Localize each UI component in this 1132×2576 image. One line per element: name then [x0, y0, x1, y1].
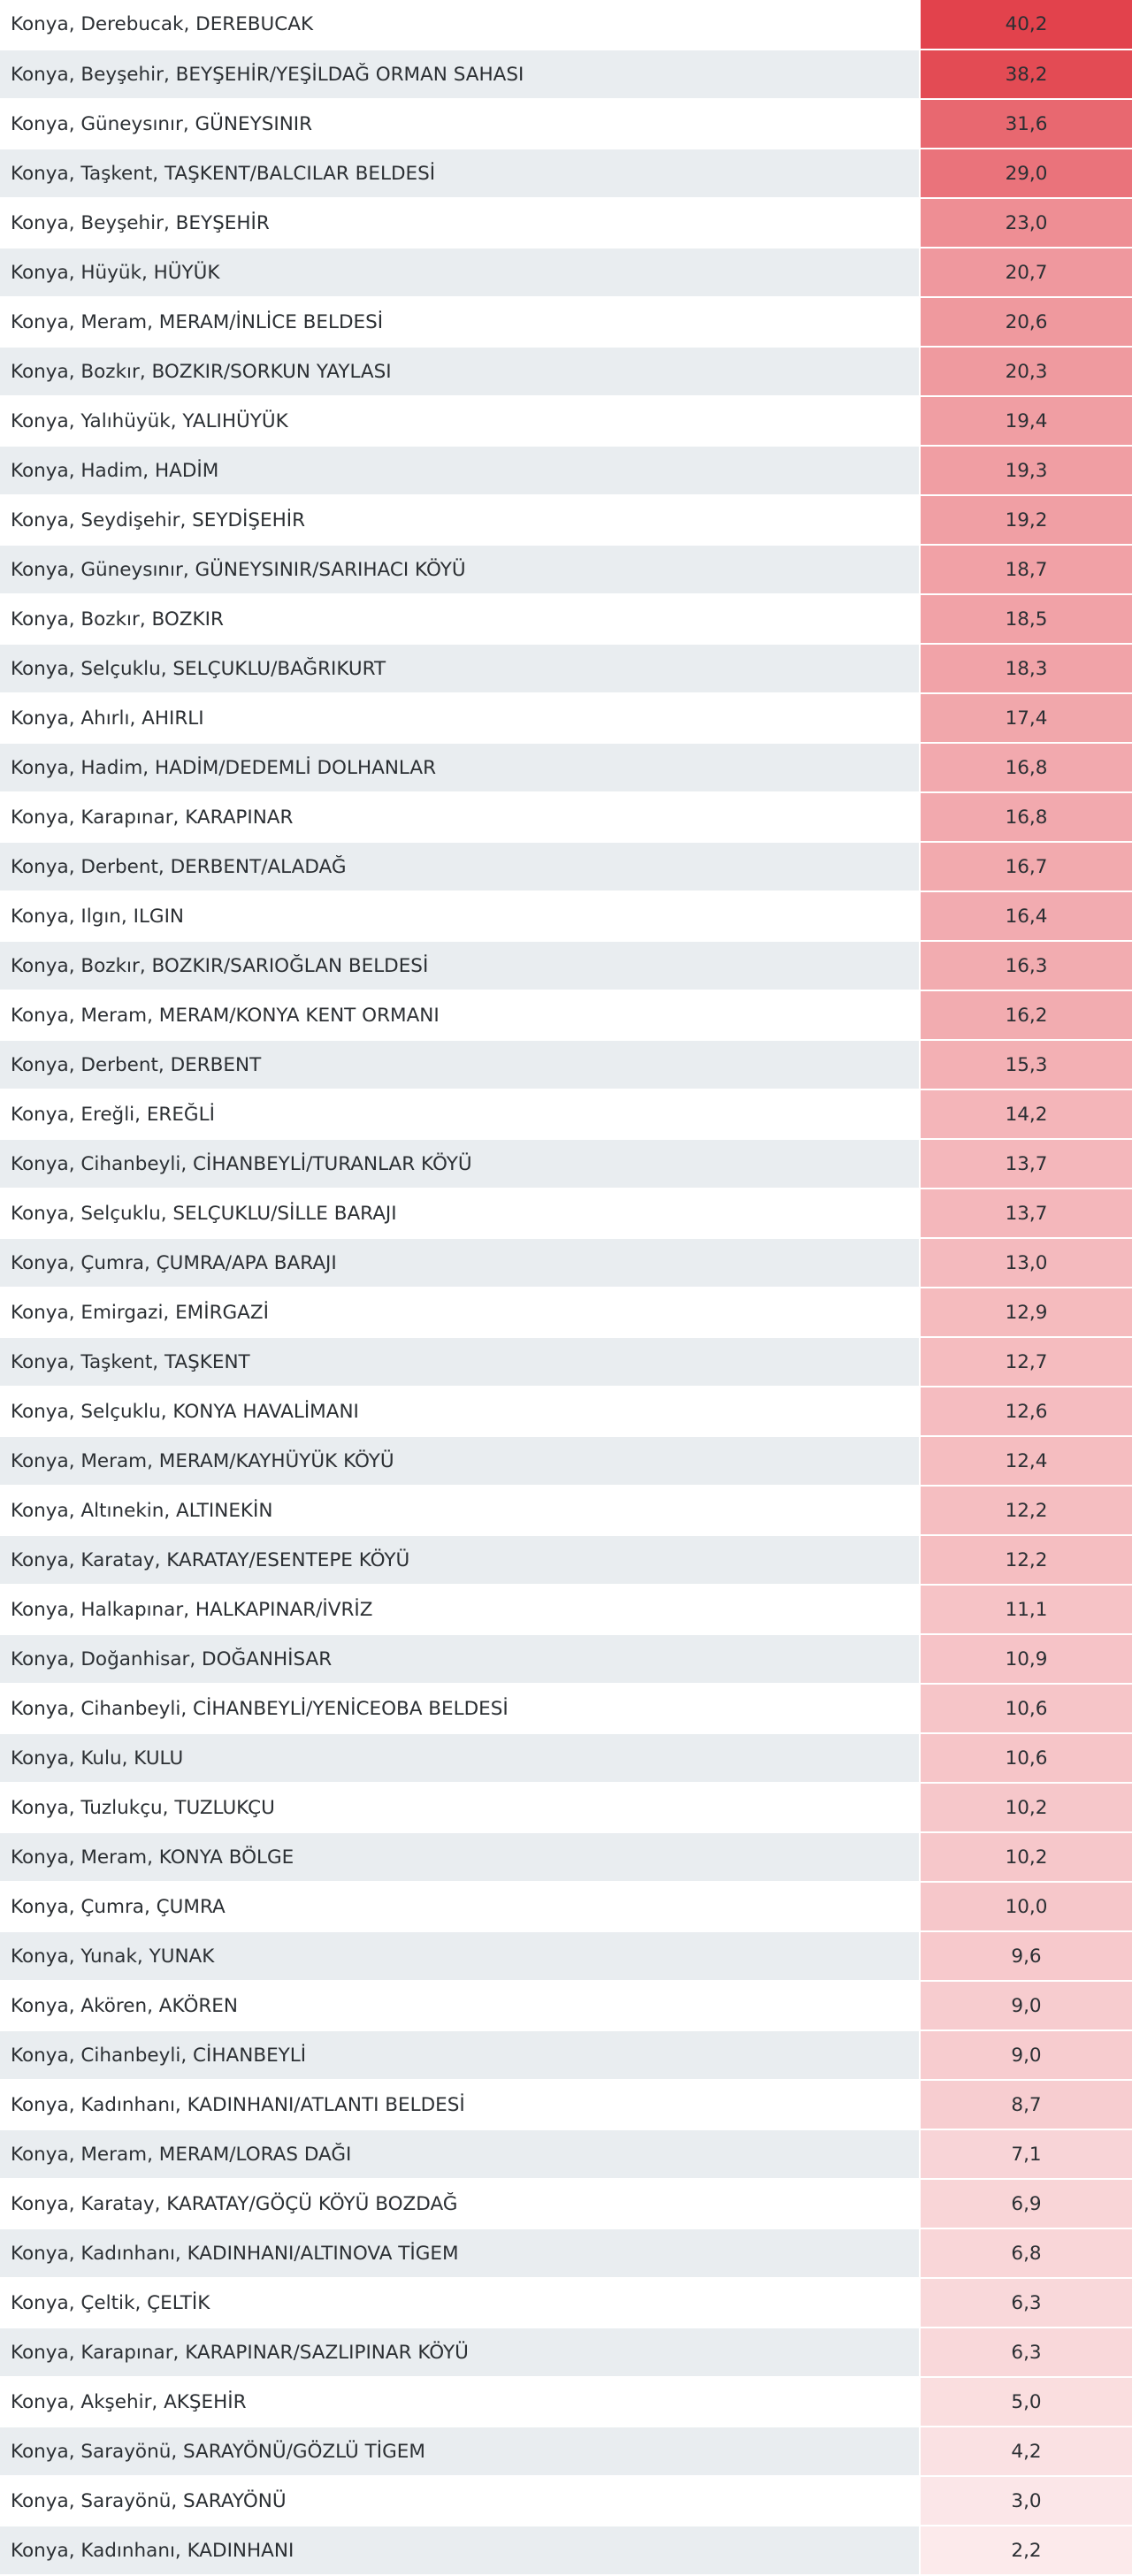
value-cell: 20,6	[920, 297, 1132, 347]
location-cell: Konya, Meram, MERAM/İNLİCE BELDESİ	[0, 297, 920, 347]
location-cell: Konya, Bozkır, BOZKIR/SARIOĞLAN BELDESİ	[0, 941, 920, 990]
table-row	[0, 446, 1132, 495]
table-row	[0, 248, 1132, 297]
value-cell: 40,2	[920, 0, 1132, 50]
location-cell: Konya, Taşkent, TAŞKENT/BALCILAR BELDESİ	[0, 149, 920, 198]
value-cell: 5,0	[920, 2377, 1132, 2427]
value-cell: 12,6	[920, 1387, 1132, 1436]
value-cell: 12,2	[920, 1535, 1132, 1585]
location-cell: Konya, Selçuklu, SELÇUKLU/BAĞRIKURT	[0, 644, 920, 693]
table-row	[0, 1139, 1132, 1189]
value-cell: 6,9	[920, 2179, 1132, 2228]
location-cell: Konya, Akşehir, AKŞEHİR	[0, 2377, 920, 2427]
location-cell: Konya, Karatay, KARATAY/ESENTEPE KÖYÜ	[0, 1535, 920, 1585]
value-cell: 16,8	[920, 792, 1132, 842]
location-cell: Konya, Selçuklu, SELÇUKLU/SİLLE BARAJI	[0, 1189, 920, 1238]
value-cell: 6,8	[920, 2228, 1132, 2278]
location-cell: Konya, Meram, KONYA BÖLGE	[0, 1832, 920, 1882]
location-cell: Konya, Beyşehir, BEYŞEHİR/YEŞİLDAĞ ORMAN SAHASI	[0, 50, 920, 99]
value-cell: 17,4	[920, 693, 1132, 743]
value-cell: 19,3	[920, 446, 1132, 495]
value-cell: 16,2	[920, 990, 1132, 1040]
table-row	[0, 1832, 1132, 1882]
value-cell: 16,7	[920, 842, 1132, 891]
location-cell: Konya, Ilgın, ILGIN	[0, 891, 920, 941]
table-row	[0, 396, 1132, 446]
location-cell: Konya, Kadınhanı, KADINHANI	[0, 2526, 920, 2575]
value-cell: 10,6	[920, 1733, 1132, 1783]
value-cell: 29,0	[920, 149, 1132, 198]
value-cell: 10,2	[920, 1783, 1132, 1832]
value-cell: 16,4	[920, 891, 1132, 941]
table-row	[0, 2476, 1132, 2526]
value-cell: 13,7	[920, 1139, 1132, 1189]
location-cell: Konya, Güneysınır, GÜNEYSINIR/SARIHACI KÖYÜ	[0, 545, 920, 594]
location-cell: Konya, Cihanbeyli, CİHANBEYLİ/TURANLAR KÖYÜ	[0, 1139, 920, 1189]
value-cell: 18,3	[920, 644, 1132, 693]
location-cell: Konya, Sarayönü, SARAYÖNÜ/GÖZLÜ TİGEM	[0, 2427, 920, 2476]
table-row	[0, 644, 1132, 693]
table-row	[0, 1288, 1132, 1337]
location-cell: Konya, Taşkent, TAŞKENT	[0, 1337, 920, 1387]
table-row	[0, 990, 1132, 1040]
value-cell: 23,0	[920, 198, 1132, 248]
value-cell: 10,6	[920, 1684, 1132, 1733]
value-cell: 12,2	[920, 1486, 1132, 1535]
location-cell: Konya, Kulu, KULU	[0, 1733, 920, 1783]
location-cell: Konya, Hüyük, HÜYÜK	[0, 248, 920, 297]
location-cell: Konya, Karapınar, KARAPINAR	[0, 792, 920, 842]
table-row	[0, 2526, 1132, 2575]
value-cell: 9,6	[920, 1931, 1132, 1981]
location-cell: Konya, Kadınhanı, KADINHANI/ATLANTI BELDESİ	[0, 2080, 920, 2129]
location-cell: Konya, Meram, MERAM/LORAS DAĞI	[0, 2129, 920, 2179]
table-row	[0, 891, 1132, 941]
value-cell: 16,8	[920, 743, 1132, 792]
table-row	[0, 1634, 1132, 1684]
table-row	[0, 1387, 1132, 1436]
location-cell: Konya, Halkapınar, HALKAPINAR/İVRİZ	[0, 1585, 920, 1634]
location-cell: Konya, Cihanbeyli, CİHANBEYLİ/YENİCEOBA BELDESİ	[0, 1684, 920, 1733]
value-cell: 3,0	[920, 2476, 1132, 2526]
location-cell: Konya, Doğanhisar, DOĞANHİSAR	[0, 1634, 920, 1684]
value-cell: 15,3	[920, 1040, 1132, 1089]
location-cell: Konya, Selçuklu, KONYA HAVALİMANI	[0, 1387, 920, 1436]
table-row	[0, 594, 1132, 644]
value-cell: 2,2	[920, 2526, 1132, 2575]
table-row	[0, 2080, 1132, 2129]
value-cell: 38,2	[920, 50, 1132, 99]
location-cell: Konya, Meram, MERAM/KAYHÜYÜK KÖYÜ	[0, 1436, 920, 1486]
table-row	[0, 1486, 1132, 1535]
table-row	[0, 99, 1132, 149]
table-row	[0, 1882, 1132, 1931]
location-cell: Konya, Ahırlı, AHIRLI	[0, 693, 920, 743]
location-cell: Konya, Çumra, ÇUMRA	[0, 1882, 920, 1931]
value-cell: 7,1	[920, 2129, 1132, 2179]
value-cell: 13,7	[920, 1189, 1132, 1238]
location-cell: Konya, Yalıhüyük, YALIHÜYÜK	[0, 396, 920, 446]
location-cell: Konya, Çeltik, ÇELTİK	[0, 2278, 920, 2328]
value-cell: 8,7	[920, 2080, 1132, 2129]
value-cell: 20,7	[920, 248, 1132, 297]
table-row	[0, 2427, 1132, 2476]
table-row	[0, 1238, 1132, 1288]
value-cell: 16,3	[920, 941, 1132, 990]
value-cell: 9,0	[920, 2030, 1132, 2080]
location-cell: Konya, Derbent, DERBENT	[0, 1040, 920, 1089]
location-cell: Konya, Altınekin, ALTINEKİN	[0, 1486, 920, 1535]
value-cell: 12,4	[920, 1436, 1132, 1486]
location-cell: Konya, Hadim, HADİM/DEDEMLİ DOLHANLAR	[0, 743, 920, 792]
location-cell: Konya, Sarayönü, SARAYÖNÜ	[0, 2476, 920, 2526]
value-cell: 31,6	[920, 99, 1132, 149]
table-row	[0, 1684, 1132, 1733]
location-cell: Konya, Karatay, KARATAY/GÖÇÜ KÖYÜ BOZDAĞ	[0, 2179, 920, 2228]
table-row	[0, 1733, 1132, 1783]
value-cell: 11,1	[920, 1585, 1132, 1634]
location-cell: Konya, Yunak, YUNAK	[0, 1931, 920, 1981]
table-row	[0, 1337, 1132, 1387]
value-cell: 10,2	[920, 1832, 1132, 1882]
table-row	[0, 1189, 1132, 1238]
location-cell: Konya, Derebucak, DEREBUCAK	[0, 0, 920, 50]
location-cell: Konya, Kadınhanı, KADINHANI/ALTINOVA TİGEM	[0, 2228, 920, 2278]
table-row	[0, 198, 1132, 248]
value-cell: 13,0	[920, 1238, 1132, 1288]
table-row	[0, 1931, 1132, 1981]
value-cell: 10,0	[920, 1882, 1132, 1931]
location-cell: Konya, Güneysınır, GÜNEYSINIR	[0, 99, 920, 149]
table-row	[0, 842, 1132, 891]
location-cell: Konya, Hadim, HADİM	[0, 446, 920, 495]
location-cell: Konya, Emirgazi, EMİRGAZİ	[0, 1288, 920, 1337]
table-row	[0, 1585, 1132, 1634]
value-cell: 6,3	[920, 2328, 1132, 2377]
table-row	[0, 495, 1132, 545]
table-row	[0, 1040, 1132, 1089]
table-row	[0, 1535, 1132, 1585]
value-cell: 18,5	[920, 594, 1132, 644]
table-row	[0, 50, 1132, 99]
value-cell: 20,3	[920, 347, 1132, 396]
table-row	[0, 792, 1132, 842]
value-cell: 10,9	[920, 1634, 1132, 1684]
table-row	[0, 297, 1132, 347]
table-row	[0, 2328, 1132, 2377]
location-cell: Konya, Akören, AKÖREN	[0, 1981, 920, 2030]
value-cell: 19,2	[920, 495, 1132, 545]
value-cell: 14,2	[920, 1089, 1132, 1139]
table-row	[0, 2129, 1132, 2179]
location-cell: Konya, Tuzlukçu, TUZLUKÇU	[0, 1783, 920, 1832]
table-row	[0, 1436, 1132, 1486]
location-cell: Konya, Ereğli, EREĞLİ	[0, 1089, 920, 1139]
location-cell: Konya, Beyşehir, BEYŞEHİR	[0, 198, 920, 248]
table-row	[0, 2179, 1132, 2228]
location-cell: Konya, Bozkır, BOZKIR/SORKUN YAYLASI	[0, 347, 920, 396]
table-row	[0, 941, 1132, 990]
table-row	[0, 1783, 1132, 1832]
value-cell: 12,7	[920, 1337, 1132, 1387]
table-row	[0, 2278, 1132, 2328]
table-row	[0, 2228, 1132, 2278]
table-row	[0, 347, 1132, 396]
location-cell: Konya, Cihanbeyli, CİHANBEYLİ	[0, 2030, 920, 2080]
value-cell: 6,3	[920, 2278, 1132, 2328]
location-cell: Konya, Çumra, ÇUMRA/APA BARAJI	[0, 1238, 920, 1288]
table-row	[0, 1981, 1132, 2030]
table-row	[0, 0, 1132, 50]
table-row	[0, 149, 1132, 198]
location-cell: Konya, Karapınar, KARAPINAR/SAZLIPINAR KÖYÜ	[0, 2328, 920, 2377]
value-cell: 18,7	[920, 545, 1132, 594]
location-cell: Konya, Meram, MERAM/KONYA KENT ORMANI	[0, 990, 920, 1040]
location-cell: Konya, Seydişehir, SEYDİŞEHİR	[0, 495, 920, 545]
value-cell: 19,4	[920, 396, 1132, 446]
table-row	[0, 743, 1132, 792]
location-cell: Konya, Bozkır, BOZKIR	[0, 594, 920, 644]
value-cell: 9,0	[920, 1981, 1132, 2030]
value-cell: 12,9	[920, 1288, 1132, 1337]
table-row	[0, 545, 1132, 594]
location-cell: Konya, Derbent, DERBENT/ALADAĞ	[0, 842, 920, 891]
table-row	[0, 1089, 1132, 1139]
value-cell: 4,2	[920, 2427, 1132, 2476]
table-row	[0, 2030, 1132, 2080]
table-row	[0, 2377, 1132, 2427]
table-row	[0, 693, 1132, 743]
